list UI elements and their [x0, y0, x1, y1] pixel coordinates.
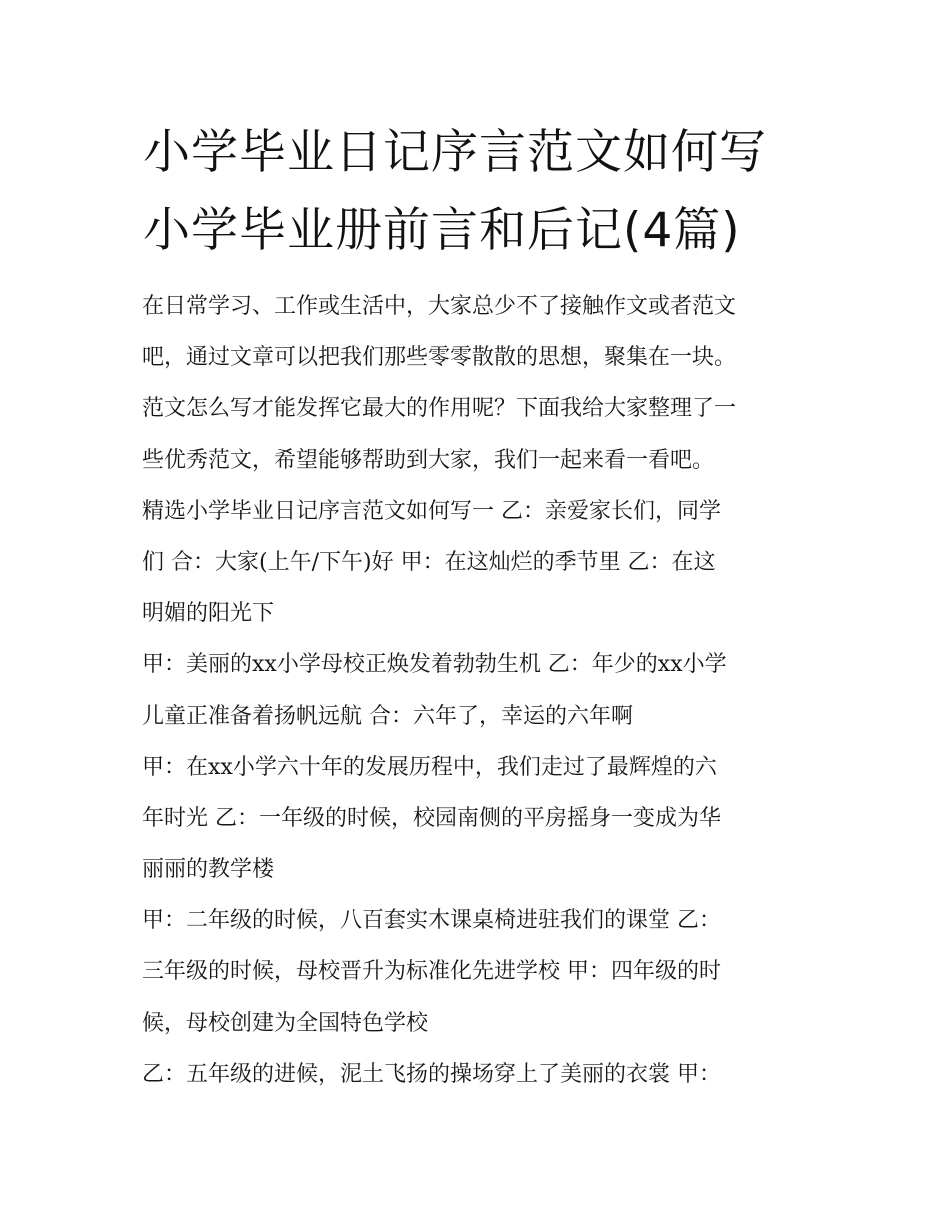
- body-line: 在日常学习、工作或生活中，大家总少不了接触作文或者范文: [142, 294, 737, 319]
- document-title: [143, 114, 843, 270]
- body-line: 候，母校创建为全国特色学校: [142, 1010, 429, 1036]
- body-line: 年时光 乙：一年级的时候，校园南侧的平房摇身一变成为华: [142, 805, 721, 831]
- body-line: 丽丽的教学楼: [142, 857, 275, 883]
- body-line: 甲：在xx小学六十年的发展历程中，我们走过了最辉煌的六: [142, 754, 717, 780]
- body-line: 些优秀范文，希望能够帮助到大家，我们一起来看一看吧。: [142, 447, 715, 473]
- body-line: 范文怎么写才能发挥它最大的作用呢？下面我给大家整理了一: [142, 396, 737, 422]
- body-line: 吧，通过文章可以把我们那些零零散散的思想，聚集在一块。: [142, 345, 737, 371]
- title-line: 小学毕业日记序言范文如何写: [143, 125, 767, 180]
- body-line: 三年级的时候，母校晋升为标准化先进学校 甲：四年级的时: [142, 959, 721, 985]
- body-line: 们 合：大家(上午/下午)好 甲：在这灿烂的季节里 乙：在这: [142, 549, 716, 575]
- body-line: 乙：五年级的进候，泥土飞扬的操场穿上了美丽的衣裳 甲：: [142, 1061, 721, 1087]
- body-line: 儿童正准备着扬帆远航 合：六年了，幸运的六年啊: [142, 703, 633, 729]
- body-line: 精选小学毕业日记序言范文如何写一 乙：亲爱家长们，同学: [142, 498, 721, 524]
- title-line: 小学毕业册前言和后记(4篇): [143, 203, 741, 258]
- body-line: 甲：美丽的xx小学母校正焕发着勃勃生机 乙：年少的xx小学: [142, 652, 727, 678]
- document-body: [142, 281, 822, 1100]
- body-line: 明媚的阳光下: [142, 601, 275, 627]
- body-line: 甲：二年级的时候，八百套实木课桌椅进驻我们的课堂 乙：: [142, 908, 721, 934]
